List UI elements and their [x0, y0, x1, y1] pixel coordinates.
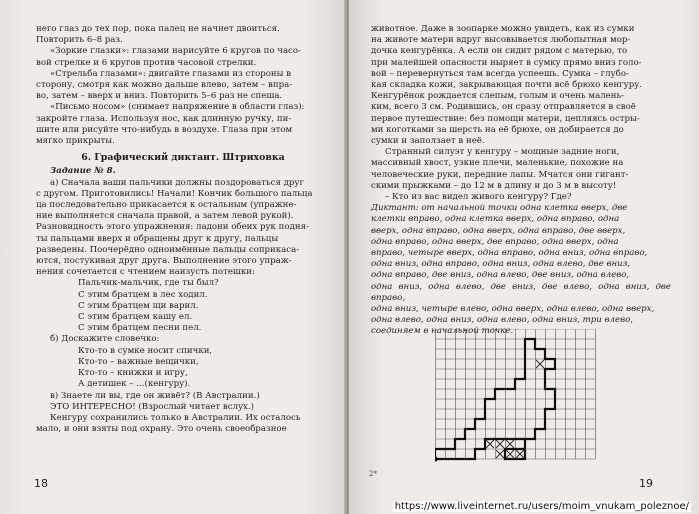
dictation-text	[371, 203, 671, 337]
page-number-left: 18	[34, 477, 48, 490]
dictation-line: одна вправо, одна вверх, две вправо, одна вверх, одна	[371, 236, 619, 247]
text-line: скими прыжками – до 12 м в длину и до 3 м в высоту!	[371, 180, 617, 191]
corner-mark: 2*	[369, 470, 377, 478]
riddle-intro: б) Доскажите словечко:	[50, 334, 160, 345]
text-line: «Стрельба глазами»: двигайте глазами из стороны в	[50, 68, 292, 79]
verse-line: Кто-то – важные вещички,	[78, 356, 199, 367]
text-line: массивный хвост, узкие плечи, маленькие, похожие на	[371, 158, 624, 169]
dictation-line: одна вниз, одна влево, две вниз, две влево, одна вниз, две вправо,	[371, 281, 671, 303]
right-page-text	[371, 24, 671, 338]
dictation-line: одна вниз, четыре влево, одна вверх, одна влево, одна вверх,	[371, 304, 655, 315]
page-number-right: 19	[639, 477, 653, 490]
text-line: закройте глаза. Используя нос, как длинную ручку, пи-	[36, 113, 292, 124]
text-line: во, затем – вверх и вниз. Повторить 5–6 раз не спеша.	[36, 91, 283, 102]
text-line: «Зоркие глазки»: глазами нарисуйте 6 кругов по часо-	[50, 46, 301, 57]
text-line: шите или рисуйте что-нибудь в воздухе. Глаза при этом	[36, 124, 293, 135]
text-line: ми коготками за шерсть на её брюхе, он добирается до	[371, 124, 624, 135]
text-line: Странный силуэт у кенгуру – мощные задние ноги,	[385, 147, 620, 158]
text-line: животное. Даже в зоопарке можно увидеть, как из сумки	[371, 24, 635, 34]
text-line: него глаз до тех пор, пока палец не начнет двоиться.	[36, 24, 280, 34]
text-line: Кенгурёнок рождается слепым, голым и очень малень-	[371, 91, 625, 102]
verse-line: С этим братцем кашу ел.	[78, 312, 193, 323]
text-line: сумки и заползает в неё.	[371, 136, 485, 147]
dictation-line: одна вправо, две вниз, одна влево, две вниз, одна влево,	[371, 270, 630, 281]
verse-line: С этим братцем щи варил.	[78, 300, 199, 311]
text-line: при малейшей опасности ныряет в сумку прямо вниз голо-	[371, 57, 642, 68]
section-heading: 6. Графический диктант. Штриховка	[81, 152, 285, 164]
text-line: дочка кенгурёнка. А если он сидит рядом с матерью, то	[371, 46, 628, 57]
verse-line: Пальчик-мальчик, где ты был?	[78, 278, 219, 289]
text-line: мало, и они взяты под охрану. Это очень своеобразное	[36, 424, 287, 435]
left-page	[0, 0, 346, 514]
text-line: человеческие руки, передние лапы. Мчатся они гигант-	[371, 169, 629, 180]
verse-line: Кто-то в сумке носит спички,	[78, 345, 213, 356]
text-line: с другом. Приготовились! Начали! Кончик большого пальца	[36, 188, 313, 199]
text-line: мягко прикрыты.	[36, 136, 115, 147]
dictation-line: клетки вправо, одна клетка вверх, одна вправо, одна	[371, 214, 620, 225]
dictation-line: Диктант: от начальной точки одна клетка вверх, две	[371, 203, 628, 214]
text-line: Повторить 6–8 раз.	[36, 35, 123, 46]
text-line: ты пальцами вверх и обращены друг к другу, пальцы	[36, 233, 279, 244]
text-line: на животе матери вдруг высовывается любопытная мор-	[371, 35, 631, 46]
source-url[interactable]: https://www.liveinternet.ru/users/moim_vnukam_poleznoe/	[394, 501, 689, 512]
text-line: Кенгуру сохранились только в Австралии. Их осталось	[50, 412, 301, 423]
graphic-dictation-grid	[435, 329, 600, 463]
verse-line: С этим братцем песни пел.	[78, 323, 202, 334]
dictation-line: вверх, одна вправо, одна вверх, одна вправо, две вверх,	[371, 225, 626, 236]
text-line: а) Сначала ваши пальчики должны поздороваться друг	[50, 177, 304, 188]
text-line: вой стрелке и 6 кругов против часовой стрелки.	[36, 57, 257, 68]
text-line: кая складка кожи, закрывающая почти всё брюхо кенгуру.	[371, 80, 643, 91]
text-line: вой – перевернуться там всегда успеешь. Сумка – глубо-	[371, 68, 629, 79]
text-line: – Кто из вас видел живого кенгуру? Где?	[385, 192, 572, 203]
dictation-line: одна влево, одна вниз, одна влево, одна вниз, три влево,	[371, 315, 634, 326]
interesting-note: ЭТО ИНТЕРЕСНО! (Взрослый читает вслух.)	[50, 401, 254, 412]
text-line: первое путешествие: без помощи матери, цепляясь остры-	[371, 113, 640, 124]
dictation-line: соединяем в начальной точке.	[371, 326, 514, 337]
text-line: ние выполняется сначала правой, а затем левой рукой).	[36, 211, 294, 222]
text-line: разведены. Поочерёдно одноимённые пальцы соприкаса-	[36, 244, 300, 255]
text-line: ца последовательно прикасается к остальным (упражне-	[36, 200, 297, 211]
dictation-line: одна вниз, одна вправо, одна вниз, одна влево, две вниз,	[371, 259, 631, 270]
verse-line: Кто-то – книжки и игру,	[78, 368, 188, 379]
riddle-verse	[36, 346, 330, 391]
text-line: «Письмо носом» (снимает напряжение в области глаз):	[50, 102, 305, 113]
verse-line: А детишек – ...(кенгуру).	[78, 379, 191, 390]
text-line: ким, всего 3 см. Родившись, он сразу отправляется в своё	[371, 102, 636, 113]
right-page	[349, 0, 699, 514]
question-line: в) Знаете ли вы, где он живёт? (В Австралии.)	[50, 390, 260, 401]
text-line: Разновидность этого упражнения: ладони обеих рук подня-	[36, 222, 309, 233]
left-page-text	[36, 24, 330, 435]
rhyme-verse	[36, 278, 330, 334]
text-line: ются, постукивая друг друга. Выполнение этого упраж-	[36, 256, 292, 267]
dictation-line: вправо, четыре вверх, одна вправо, одна вниз, одна вправо,	[371, 248, 648, 259]
verse-line: С этим братцем в лес ходил.	[78, 289, 208, 300]
text-line: нения сочетается с чтением наизусть потешки:	[36, 267, 255, 278]
start-point	[435, 456, 438, 461]
text-line: сторону, смотря как можно дальше влево, затем – впра-	[36, 80, 293, 91]
task-label: Задание № 8.	[50, 166, 116, 177]
